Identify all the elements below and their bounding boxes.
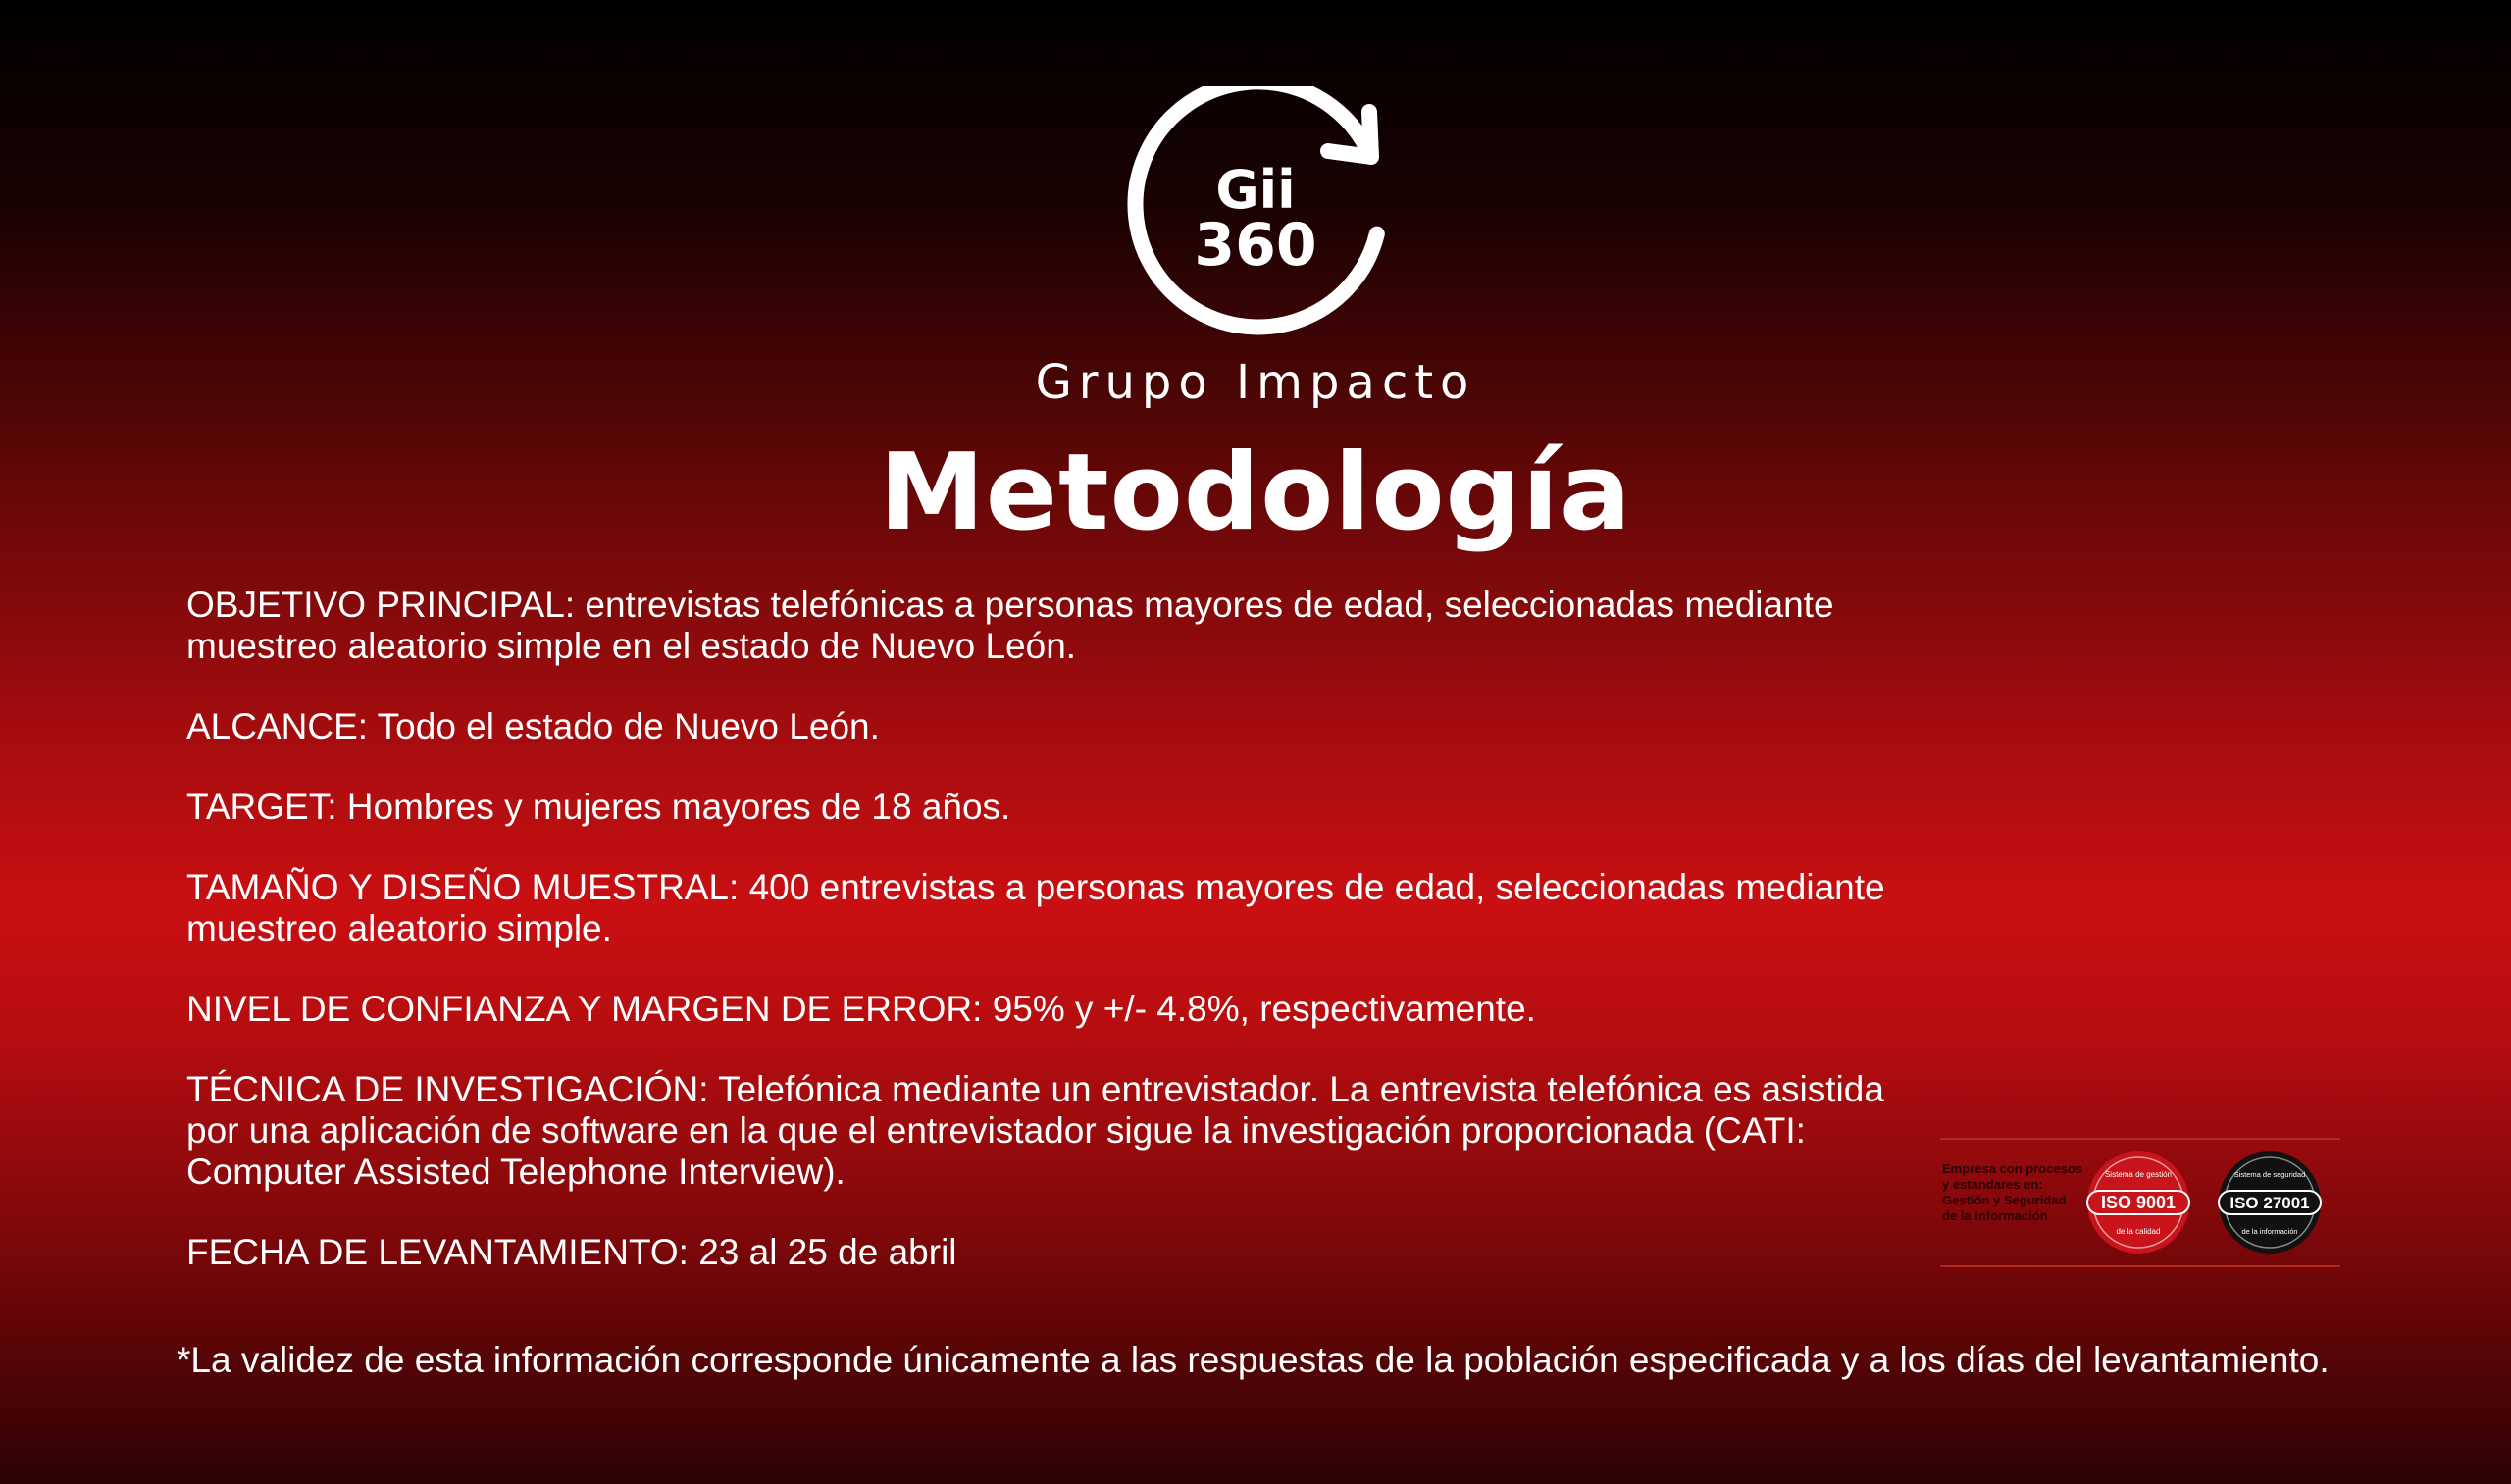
iso-27001-seal-icon [2217,1150,2323,1255]
methodology-scope: ALCANCE: Todo el estado de Nuevo León. [186,706,880,746]
methodology-objective: OBJETIVO PRINCIPAL: entrevistas telefónicas a personas mayores de edad, seleccionadas mediante muestreo aleatorio simple en el estado de Nuevo León. [186,585,1834,666]
brand-name: Grupo Impacto [1035,355,1476,410]
iso-9001-bottom-text: de la calidad [2116,1227,2161,1236]
methodology-date: FECHA DE LEVANTAMIENTO: 23 al 25 de abril [186,1232,957,1272]
logo-mark-text-360: 360 [1194,211,1317,280]
iso-9001-seal-icon [2085,1150,2191,1255]
iso-27001-label: ISO 27001 [2229,1194,2310,1212]
methodology-confidence: NIVEL DE CONFIANZA Y MARGEN DE ERROR: 95% y +/- 4.8%, respectivamente. [186,989,1536,1029]
methodology-target: TARGET: Hombres y mujeres mayores de 18 años. [186,787,1011,827]
iso-9001-label: ISO 9001 [2100,1193,2177,1212]
page-title: Metodología [879,432,1632,554]
logo-mark-text-gii: Gii [1215,159,1296,221]
iso-27001-top-text: Sistema de seguridad [2233,1170,2306,1179]
iso-9001-top-text: Sistema de gestión [2104,1170,2173,1179]
certification-text [1942,1161,2083,1224]
certification-text-line: y estandares en: [1942,1177,2043,1192]
certification-text-line: Gestión y Seguridad [1942,1193,2067,1207]
methodology-technique: TÉCNICA DE INVESTIGACIÓN: Telefónica mediante un entrevistador. La entrevista telefónica es asistida por una aplicación de software en la que el entrevistador sigue la investigación proporcionada (CATI: Computer Assisted Telephone Interview). [186,1069,1884,1192]
iso-27001-bottom-text: de la información [2241,1227,2298,1236]
certification-text-line: de la información [1942,1208,2048,1223]
methodology-list [186,585,1893,1273]
gii360-logo-icon [1118,86,1393,361]
certification-text-line: Empresa con procesos [1942,1161,2083,1176]
methodology-sample-size: TAMAÑO Y DISEÑO MUESTRAL: 400 entrevistas a personas mayores de edad, seleccionadas mediante muestreo aleatorio simple. [186,867,1885,948]
certification-badge [1940,1138,2340,1267]
validity-footnote: *La validez de esta información corresponde únicamente a las respuestas de la población especificada y a los días del levantamiento. [177,1340,2330,1380]
